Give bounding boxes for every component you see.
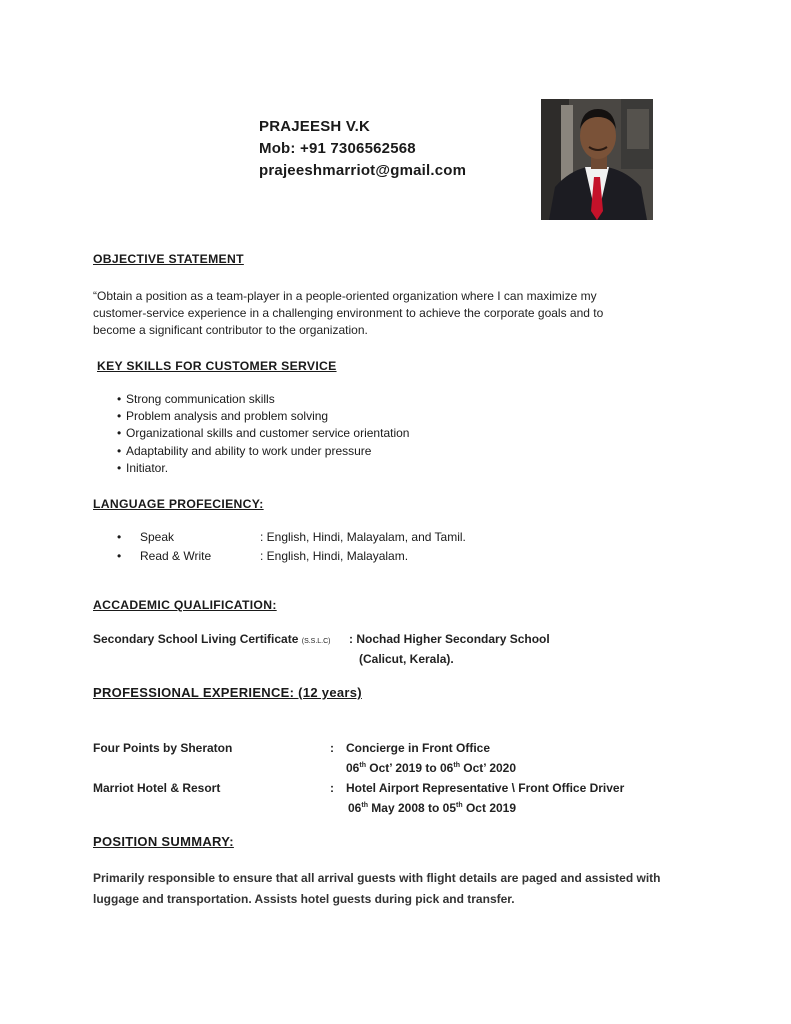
objective-text: [93, 288, 603, 339]
colon: :: [330, 741, 334, 755]
experience-dates: 06th May 2008 to 05th Oct 2019: [348, 801, 517, 815]
objective-heading: OBJECTIVE STATEMENT: [93, 252, 244, 266]
summary-line: luggage and transportation. Assists hotel guests during pick and transfer.: [93, 892, 515, 906]
colon: :: [330, 781, 334, 795]
experience-org: Four Points by Sheraton: [93, 741, 233, 755]
list-item: • Strong communication skills: [117, 391, 409, 408]
academic-heading: ACCADEMIC QUALIFICATION:: [93, 598, 277, 612]
experience-org: Marriot Hotel & Resort: [93, 781, 221, 795]
candidate-name: PRAJEESH V.K: [259, 118, 371, 135]
academic-abbr: (S.S.L.C): [301, 638, 331, 645]
academic-label: [93, 631, 331, 650]
experience-role: Concierge in Front Office: [346, 741, 491, 755]
list-item: • Problem analysis and problem solving: [117, 408, 409, 425]
profile-photo: [541, 99, 653, 220]
academic-label-text: Secondary School Living Certificate: [93, 632, 299, 646]
language-label: Read & Write: [140, 549, 212, 563]
summary-line: Primarily responsible to ensure that all arrival guests with flight details are paged and assisted with: [93, 871, 661, 885]
list-item: • Adaptability and ability to work under pressure: [117, 443, 409, 460]
objective-line: “Obtain a position as a team-player in a people-oriented organization where I can maximize my: [93, 289, 597, 303]
bullet-icon: •: [117, 549, 122, 563]
email-address: prajeeshmarriot@gmail.com: [259, 162, 467, 179]
language-heading: LANGUAGE PROFECIENCY:: [93, 497, 264, 511]
experience-dates: 06th Oct’ 2019 to 06th Oct’ 2020: [346, 761, 517, 775]
summary-heading: POSITION SUMMARY:: [93, 834, 234, 849]
academic-school: : Nochad Higher Secondary School: [349, 632, 550, 646]
objective-line: become a significant contributor to the organization.: [93, 323, 368, 337]
bullet-icon: •: [117, 530, 122, 544]
objective-line: customer-service experience in a challenging environment to achieve the corporate goals and to: [93, 306, 604, 320]
academic-location: (Calicut, Kerala).: [359, 652, 454, 666]
list-item: • Organizational skills and customer service orientation: [117, 425, 409, 442]
language-label: Speak: [140, 530, 175, 544]
summary-text: [93, 868, 661, 910]
language-value: : English, Hindi, Malayalam.: [260, 549, 409, 563]
skills-heading: KEY SKILLS FOR CUSTOMER SERVICE: [97, 359, 337, 373]
experience-role: Hotel Airport Representative \ Front Office Driver: [346, 781, 625, 795]
language-value: : English, Hindi, Malayalam, and Tamil.: [260, 530, 466, 544]
list-item: • Initiator.: [117, 460, 409, 477]
mobile-number: Mob: +91 7306562568: [259, 140, 416, 157]
experience-heading: PROFESSIONAL EXPERIENCE: (12 years): [93, 685, 362, 700]
skills-list: [117, 391, 409, 477]
